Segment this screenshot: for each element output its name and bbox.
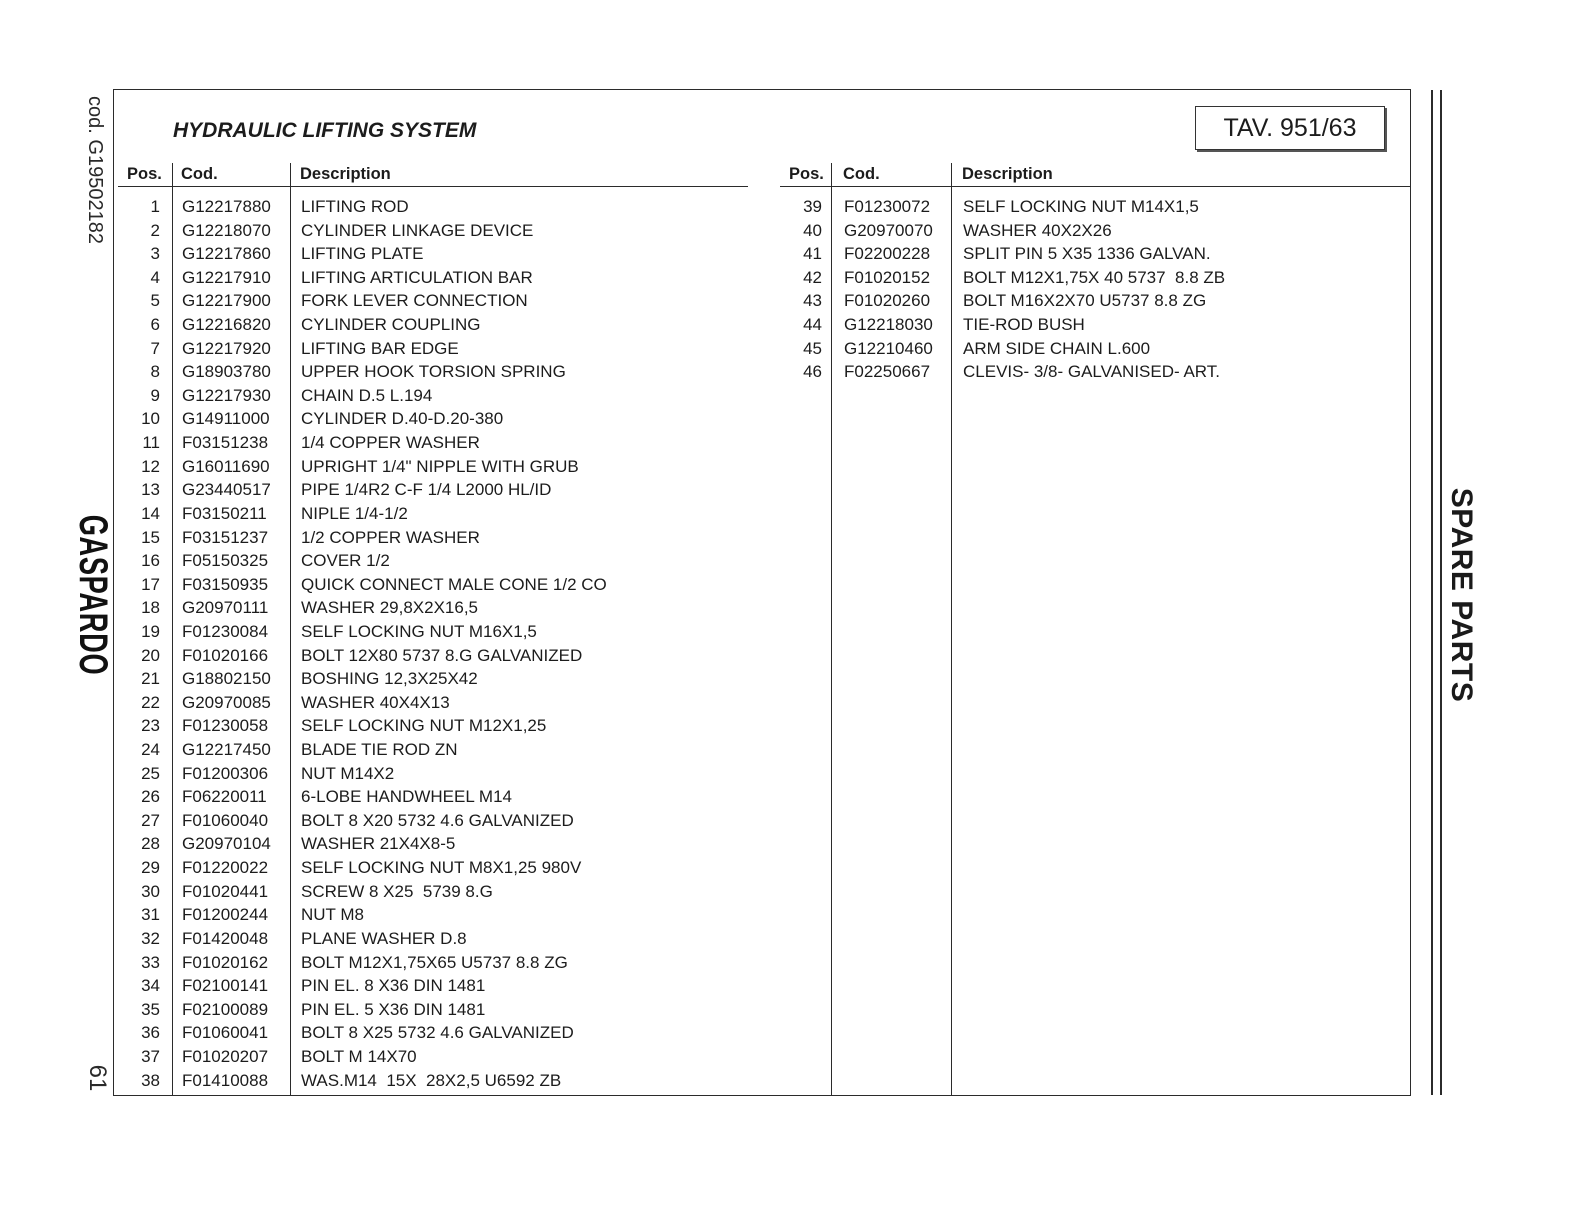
part-description: CYLINDER COUPLING	[301, 315, 481, 335]
part-code: G20970085	[182, 692, 271, 712]
table-row	[118, 478, 748, 502]
part-description: 6-LOBE HANDWHEEL M14	[301, 787, 512, 807]
part-code: F01200244	[182, 905, 269, 925]
table-row	[118, 620, 748, 644]
part-code: F02100141	[182, 976, 269, 996]
position-number: 9	[150, 385, 160, 405]
part-description: CYLINDER D.40-D.20-380	[301, 409, 504, 429]
table-row	[118, 762, 748, 786]
part-description: SELF LOCKING NUT M8X1,25 980V	[301, 858, 582, 878]
part-description: CYLINDER LINKAGE DEVICE	[301, 220, 534, 240]
part-description: PIN EL. 8 X36 DIN 1481	[301, 976, 486, 996]
part-description: BOSHING 12,3X25X42	[301, 669, 478, 689]
part-description: UPRIGHT 1/4" NIPPLE WITH GRUB	[301, 456, 579, 476]
table-row	[118, 313, 748, 337]
part-code: G12217910	[182, 267, 271, 287]
part-description: NIPLE 1/4-1/2	[301, 503, 408, 523]
table-row	[118, 832, 748, 856]
left-parts-table	[118, 195, 748, 1092]
position-number: 2	[150, 220, 160, 240]
position-number: 4	[150, 267, 160, 287]
position-number: 11	[142, 433, 160, 453]
table-row	[118, 455, 748, 479]
part-code: F01410088	[182, 1070, 269, 1090]
part-description: FORK LEVER CONNECTION	[301, 291, 528, 311]
part-description: WASHER 29,8X2X16,5	[301, 598, 479, 618]
part-description: BOLT M12X1,75X65 U5737 8.8 ZG	[301, 952, 568, 972]
table-row	[118, 360, 748, 384]
part-code: G12217930	[182, 385, 271, 405]
position-number: 3	[150, 244, 160, 264]
position-number: 36	[141, 1023, 160, 1043]
position-number: 14	[141, 503, 160, 523]
part-code: F01020207	[182, 1046, 269, 1066]
table-reference-box: TAV. 951/63	[1195, 106, 1385, 150]
table-row	[118, 951, 748, 975]
part-description: 1/4 COPPER WASHER	[301, 433, 480, 453]
part-code: F01230072	[844, 197, 931, 216]
table-row	[118, 289, 748, 313]
position-number: 24	[141, 740, 160, 760]
part-code: F03151237	[182, 527, 269, 547]
part-code: F03150211	[182, 503, 267, 523]
table-row	[780, 266, 1410, 290]
part-code: G23440517	[182, 480, 271, 500]
column-header-pos: Pos.	[127, 165, 162, 183]
position-number: 21	[141, 669, 160, 689]
part-code: G20970070	[844, 220, 933, 240]
table-row	[780, 360, 1410, 384]
table-row	[118, 431, 748, 455]
part-code: G12217900	[182, 291, 271, 311]
position-number: 45	[803, 338, 822, 358]
document-code: cod. G19502182	[84, 96, 106, 244]
position-number: 6	[150, 315, 160, 335]
position-number: 19	[141, 621, 160, 641]
table-row	[118, 880, 748, 904]
table-row	[118, 927, 748, 951]
position-number: 8	[150, 362, 160, 382]
table-row	[780, 289, 1410, 313]
position-number: 16	[141, 551, 160, 571]
table-row	[118, 974, 748, 998]
part-description: LIFTING BAR EDGE	[301, 338, 459, 358]
part-code: G12218070	[182, 220, 271, 240]
part-description: NUT M8	[301, 905, 364, 925]
part-code: G18903780	[182, 362, 271, 382]
table-row	[118, 266, 748, 290]
position-number: 30	[141, 881, 160, 901]
position-number: 23	[141, 716, 160, 736]
part-code: F01230084	[182, 621, 269, 641]
table-row	[118, 549, 748, 573]
position-number: 17	[141, 574, 160, 594]
table-row	[118, 526, 748, 550]
table-row	[118, 903, 748, 927]
section-label: SPARE PARTS	[1445, 487, 1478, 703]
position-number: 1	[150, 197, 160, 216]
part-description: WAS.M14 15X 28X2,5 U6592 ZB	[301, 1070, 562, 1090]
table-row	[118, 1069, 748, 1093]
part-code: F01020441	[182, 881, 269, 901]
part-description: PIN EL. 5 X36 DIN 1481	[301, 999, 486, 1019]
part-code: F01020260	[844, 291, 931, 311]
part-code: G12210460	[844, 338, 933, 358]
table-row	[118, 502, 748, 526]
table-row	[118, 738, 748, 762]
part-description: BLADE TIE ROD ZN	[301, 740, 458, 760]
table-row	[118, 1021, 748, 1045]
part-code: G16011690	[182, 456, 270, 476]
table-row	[118, 384, 748, 408]
brand-logo: GASPARDO	[71, 514, 115, 676]
position-number: 22	[141, 692, 160, 712]
right-parts-table	[780, 195, 1410, 384]
position-number: 26	[141, 787, 160, 807]
position-number: 43	[803, 291, 822, 311]
part-code: G18802150	[182, 669, 271, 689]
table-row	[118, 573, 748, 597]
position-number: 40	[803, 220, 822, 240]
left-table-header	[118, 163, 748, 187]
right-double-rule	[1431, 90, 1442, 1095]
part-code: F01420048	[182, 928, 269, 948]
table-row	[118, 998, 748, 1022]
part-description: BOLT M12X1,75X 40 5737 8.8 ZB	[963, 267, 1226, 287]
part-code: F02250667	[844, 362, 931, 382]
position-number: 44	[803, 315, 822, 335]
right-table-header	[780, 163, 1411, 187]
table-row	[780, 242, 1410, 266]
part-code: G12217860	[182, 244, 271, 264]
part-code: G12217880	[182, 197, 271, 216]
position-number: 34	[141, 976, 160, 996]
part-description: LIFTING PLATE	[301, 244, 424, 264]
position-number: 35	[141, 999, 160, 1019]
column-header-description: Description	[300, 165, 391, 183]
part-description: BOLT 8 X25 5732 4.6 GALVANIZED	[301, 1023, 574, 1043]
part-description: BOLT M16X2X70 U5737 8.8 ZG	[963, 291, 1207, 311]
table-row	[118, 195, 748, 219]
part-description: BOLT 12X80 5737 8.G GALVANIZED	[301, 645, 583, 665]
part-code: G12217920	[182, 338, 271, 358]
table-row	[780, 195, 1410, 219]
position-number: 38	[141, 1070, 160, 1090]
page-number: 61	[84, 1064, 111, 1092]
table-row	[118, 644, 748, 668]
position-number: 18	[141, 598, 160, 618]
position-number: 41	[803, 244, 822, 264]
part-description: SCREW 8 X25 5739 8.G	[301, 881, 493, 901]
part-code: F05150325	[182, 551, 269, 571]
part-code: G20970111	[182, 598, 269, 618]
part-code: F06220011	[182, 787, 267, 807]
part-code: F02200228	[844, 244, 931, 264]
position-number: 39	[803, 197, 822, 216]
part-description: LIFTING ARTICULATION BAR	[301, 267, 533, 287]
part-code: F03150935	[182, 574, 269, 594]
part-description: LIFTING ROD	[301, 197, 409, 216]
column-header-cod: Cod.	[181, 165, 218, 183]
part-code: G12216820	[182, 315, 271, 335]
part-description: PLANE WASHER D.8	[301, 928, 467, 948]
part-description: SPLIT PIN 5 X35 1336 GALVAN.	[963, 244, 1211, 264]
position-number: 37	[141, 1046, 160, 1066]
table-row	[118, 242, 748, 266]
position-number: 29	[141, 858, 160, 878]
position-number: 10	[141, 409, 160, 429]
part-description: COVER 1/2	[301, 551, 390, 571]
part-description: UPPER HOOK TORSION SPRING	[301, 362, 566, 382]
table-row	[118, 856, 748, 880]
column-header-pos: Pos.	[789, 165, 824, 183]
part-code: G14911000	[182, 409, 270, 429]
table-row	[118, 337, 748, 361]
part-description: WASHER 21X4X8-5	[301, 834, 456, 854]
part-code: F01060040	[182, 810, 269, 830]
position-number: 33	[141, 952, 160, 972]
part-description: 1/2 COPPER WASHER	[301, 527, 480, 547]
part-code: F01060041	[182, 1023, 269, 1043]
table-row	[118, 667, 748, 691]
part-code: F01020166	[182, 645, 269, 665]
column-header-cod: Cod.	[843, 165, 880, 183]
part-description: NUT M14X2	[301, 763, 395, 783]
part-description: SELF LOCKING NUT M12X1,25	[301, 716, 547, 736]
part-code: F01200306	[182, 763, 269, 783]
table-row	[780, 337, 1410, 361]
part-description: CLEVIS- 3/8- GALVANISED- ART.	[963, 362, 1220, 382]
part-code: G20970104	[182, 834, 271, 854]
part-description: SELF LOCKING NUT M14X1,5	[963, 197, 1199, 216]
part-description: ARM SIDE CHAIN L.600	[963, 338, 1151, 358]
table-row	[118, 809, 748, 833]
part-code: G12217450	[182, 740, 271, 760]
part-code: F02100089	[182, 999, 269, 1019]
position-number: 46	[803, 362, 822, 382]
part-code: F01020162	[182, 952, 269, 972]
part-description: WASHER 40X2X26	[963, 220, 1112, 240]
table-row	[118, 407, 748, 431]
position-number: 15	[141, 527, 160, 547]
table-row	[118, 714, 748, 738]
position-number: 25	[141, 763, 160, 783]
part-description: BOLT 8 X20 5732 4.6 GALVANIZED	[301, 810, 574, 830]
part-description: WASHER 40X4X13	[301, 692, 450, 712]
table-row	[118, 691, 748, 715]
part-description: TIE-ROD BUSH	[963, 315, 1085, 335]
position-number: 42	[803, 267, 822, 287]
part-code: F01230058	[182, 716, 269, 736]
table-row	[118, 596, 748, 620]
part-code: G12218030	[844, 315, 933, 335]
position-number: 20	[141, 645, 160, 665]
column-header-description: Description	[962, 165, 1053, 183]
position-number: 12	[141, 456, 160, 476]
part-code: F01020152	[844, 267, 931, 287]
table-row	[780, 219, 1410, 243]
position-number: 32	[141, 928, 160, 948]
part-description: CHAIN D.5 L.194	[301, 385, 433, 405]
part-code: F03151238	[182, 433, 269, 453]
part-description: QUICK CONNECT MALE CONE 1/2 CO	[301, 574, 607, 594]
part-description: PIPE 1/4R2 C-F 1/4 L2000 HL/ID	[301, 480, 552, 500]
position-number: 31	[141, 905, 160, 925]
position-number: 13	[141, 480, 160, 500]
table-row	[118, 1045, 748, 1069]
position-number: 28	[141, 834, 160, 854]
table-row	[118, 219, 748, 243]
part-description: SELF LOCKING NUT M16X1,5	[301, 621, 537, 641]
position-number: 5	[150, 291, 160, 311]
table-row	[780, 313, 1410, 337]
page-title: HYDRAULIC LIFTING SYSTEM	[173, 119, 477, 142]
table-row	[118, 785, 748, 809]
position-number: 27	[141, 810, 160, 830]
position-number: 7	[150, 338, 160, 358]
part-code: F01220022	[182, 858, 269, 878]
part-description: BOLT M 14X70	[301, 1046, 417, 1066]
